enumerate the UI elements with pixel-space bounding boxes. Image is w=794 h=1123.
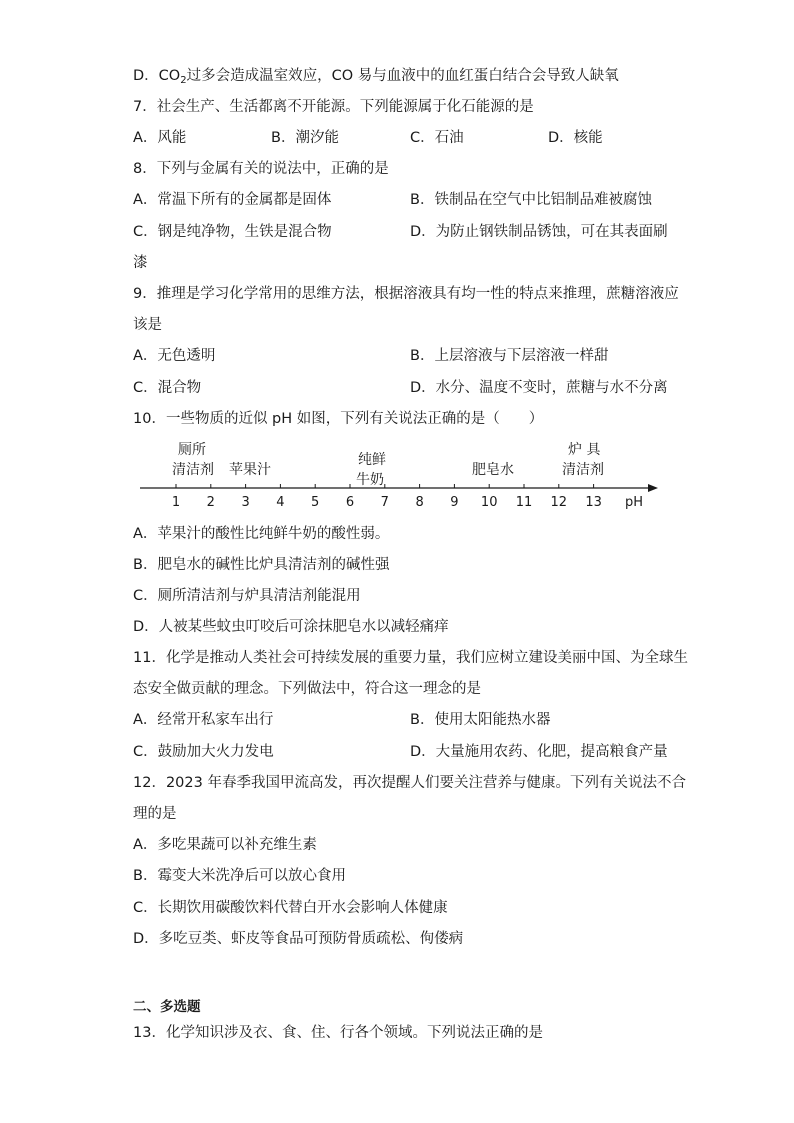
q11-stem-line2: 态安全做贡献的理念。下列做法中，符合这一理念的是: [133, 681, 481, 697]
q10-option-b: B．肥皂水的碱性比炉具清洁剂的碱性强: [133, 557, 390, 573]
ph-axis-label: pH: [625, 495, 644, 510]
q8-option-d-wrap: 漆: [133, 255, 148, 271]
ph-tick-label-13: 13: [585, 495, 602, 510]
q9-option-c: C．混合物: [133, 380, 202, 396]
ph-tick-label-9: 9: [450, 495, 459, 510]
ph-tick-label-5: 5: [311, 495, 320, 510]
q7-option-d: D．核能: [548, 130, 603, 146]
ph-tick-label-7: 7: [380, 495, 389, 510]
ph-tick-label-3: 3: [241, 495, 250, 510]
q12-option-b: B．霉变大米洗净后可以放心食用: [133, 868, 346, 884]
q8-option-c: C．钢是纯净物，生铁是混合物: [133, 224, 332, 240]
q6-option-d-pre: D．CO: [133, 68, 181, 84]
milk-label-2: 牛奶: [356, 472, 384, 488]
q6-option-d-sub: 2: [180, 75, 187, 86]
ph-tick-label-4: 4: [276, 495, 285, 510]
ph-tick-label-10: 10: [480, 495, 498, 510]
ph-tick-label-11: 11: [515, 495, 533, 510]
q6-option-d: [133, 66, 619, 91]
q11-option-c: C．鼓励加大火力发电: [133, 744, 274, 760]
q12-option-a: A．多吃果蔬可以补充维生素: [133, 837, 317, 853]
q7-option-c: C．石油: [410, 130, 464, 146]
q12-option-c: C．长期饮用碳酸饮料代替白开水会影响人体健康: [133, 900, 448, 916]
q8-option-a: A．常温下所有的金属都是固体: [133, 192, 332, 208]
milk-label-1: 纯鲜: [358, 452, 386, 468]
q10-stem: 10．一些物质的近似 pH 如图，下列有关说法正确的是（ ）: [133, 411, 544, 427]
q9-stem-line1: 9．推理是学习化学常用的思维方法，根据溶液具有均一性的特点来推理，蔗糖溶液应: [133, 286, 679, 302]
apple-juice-label: 苹果汁: [229, 462, 271, 478]
ph-tick-label-12: 12: [550, 495, 568, 510]
ph-scale-diagram: [0, 434, 794, 534]
section-title: 二、多选题: [133, 999, 201, 1015]
q8-option-d: D．为防止钢铁制品锈蚀，可在其表面刷: [410, 224, 668, 240]
stove-cleaner-label-1: 炉 具: [568, 442, 601, 458]
q11-option-a: A．经常开私家车出行: [133, 712, 274, 728]
ph-tick-label-8: 8: [415, 495, 424, 510]
q9-option-b: B．上层溶液与下层溶液一样甜: [410, 348, 609, 364]
q9-option-d: D．水分、温度不变时，蔗糖与水不分离: [410, 380, 668, 396]
q12-option-d: D．多吃豆类、虾皮等食品可预防骨质疏松、佝偻病: [133, 931, 464, 947]
q11-option-d: D．大量施用农药、化肥，提高粮食产量: [410, 744, 668, 760]
q7-option-b: B．潮汐能: [271, 130, 339, 146]
q9-option-a: A．无色透明: [133, 348, 216, 364]
toilet-cleaner-label-2: 清洁剂: [172, 462, 214, 478]
q11-stem-line1: 11．化学是推动人类社会可持续发展的重要力量，我们应树立建设美丽中国、为全球生: [133, 650, 688, 666]
q7-stem: 7．社会生产、生活都离不开能源。下列能源属于化石能源的是: [133, 99, 534, 115]
q8-stem: 8．下列与金属有关的说法中，正确的是: [133, 161, 389, 177]
ph-tick-label-6: 6: [345, 495, 355, 510]
ph-tick-label-2: 2: [206, 495, 215, 510]
ph-tick-label-1: 1: [171, 495, 181, 510]
q6-option-d-post: 过多会造成温室效应，CO 易与血液中的血红蛋白结合会导致人缺氧: [186, 68, 619, 84]
stove-cleaner-label-2: 清洁剂: [562, 462, 604, 478]
q9-stem-line2: 该是: [133, 317, 162, 333]
q10-option-c: C．厕所清洁剂与炉具清洁剂能混用: [133, 588, 361, 604]
q12-stem-line2: 理的是: [133, 806, 177, 822]
q7-option-a: A．风能: [133, 130, 187, 146]
ph-axis-arrow: [648, 484, 658, 492]
q10-option-d: D．人被某些蚊虫叮咬后可涂抹肥皂水以减轻痛痒: [133, 619, 449, 635]
toilet-cleaner-label-1: 厕所: [178, 442, 206, 458]
q10-option-a: A．苹果汁的酸性比纯鲜牛奶的酸性弱。: [133, 526, 390, 542]
q12-stem-line1: 12．2023 年春季我国甲流高发，再次提醒人们要关注营养与健康。下列有关说法不合: [133, 775, 686, 791]
soap-water-label: 肥皂水: [472, 462, 514, 478]
q8-option-b: B．铁制品在空气中比铝制品难被腐蚀: [410, 192, 652, 208]
q13-stem: 13．化学知识涉及衣、食、住、行各个领域。下列说法正确的是: [133, 1025, 543, 1041]
q11-option-b: B．使用太阳能热水器: [410, 712, 551, 728]
